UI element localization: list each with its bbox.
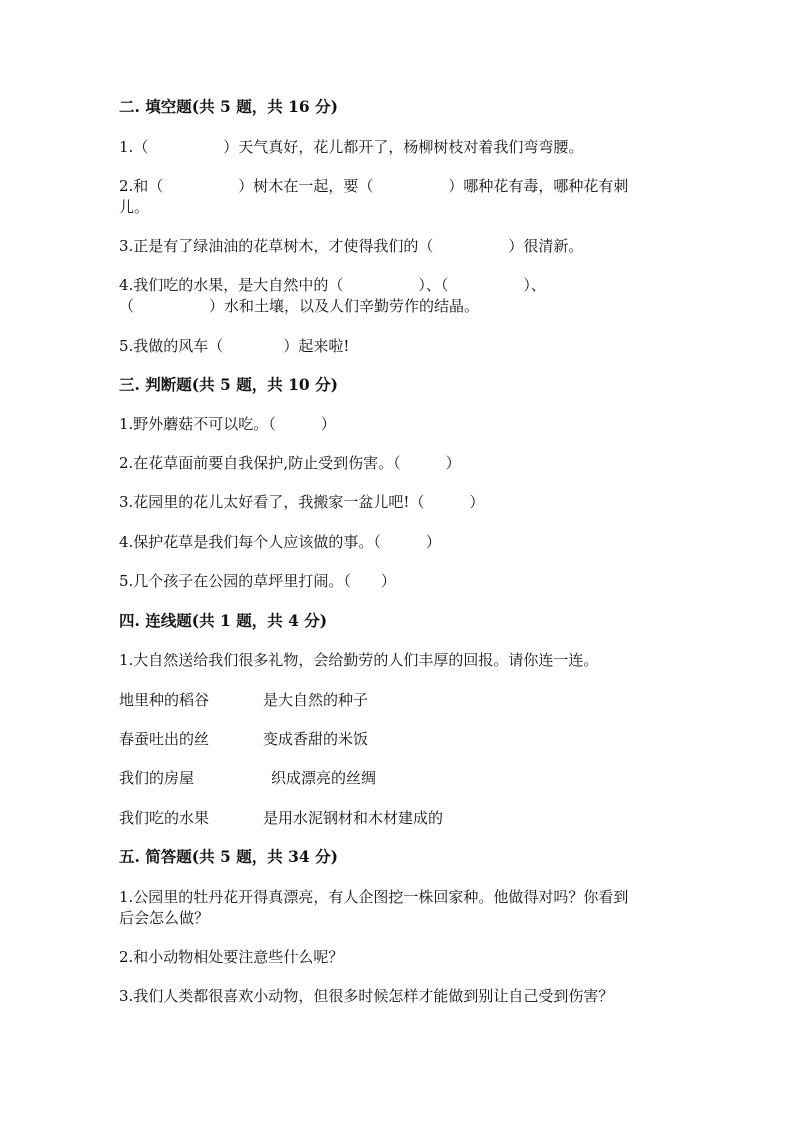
fill-question-1: 1.（ ）天气真好，花儿都开了，杨柳树枝对着我们弯弯腰。 — [119, 138, 584, 156]
short-question-1-line-1: 1.公园里的牡丹花开得真漂亮，有人企图挖一株回家种。他做得对吗？你看到 — [119, 888, 629, 906]
short-question-2: 2.和小动物相处要注意些什么呢？ — [119, 948, 344, 966]
judge-question-5: 5.几个孩子在公园的草坪里打闹。（ ） — [119, 572, 396, 590]
judge-question-3: 3.花园里的花儿太好看了，我搬家一盆儿吧!（ ） — [119, 493, 485, 511]
match-left-item: 我们的房屋 — [119, 769, 195, 787]
match-left-item: 我们吃的水果 — [119, 809, 210, 827]
section-5-heading: 五. 简答题(共 5 题，共 34 分) — [119, 847, 338, 866]
match-question-1: 1.大自然送给我们很多礼物，会给勤劳的人们丰厚的回报。请你连一连。 — [119, 651, 599, 669]
fill-question-2-line-1: 2.和（ ）树木在一起，要（ ）哪种花有毒，哪种花有刺 — [119, 177, 629, 195]
short-question-1-line-2: 后会怎么做？ — [119, 909, 210, 927]
judge-question-4: 4.保护花草是我们每个人应该做的事。（ ） — [119, 533, 441, 551]
section-4-heading: 四. 连线题(共 1 题，共 4 分) — [119, 611, 328, 630]
fill-question-5: 5.我做的风车（ ）起来啦! — [119, 337, 350, 355]
fill-question-3: 3.正是有了绿油油的花草树木，才使得我们的（ ）很清新。 — [119, 237, 584, 255]
judge-question-2: 2.在花草面前要自我保护,防止受到伤害。（ ） — [119, 454, 461, 472]
fill-question-2-line-2: 儿。 — [119, 198, 150, 216]
fill-question-4-line-1: 4.我们吃的水果，是大自然中的（ ）、（ ）、 — [119, 276, 546, 294]
match-right-item: 是用水泥钢材和木材建成的 — [263, 809, 444, 827]
judge-question-1: 1.野外蘑菇不可以吃。（ ） — [119, 415, 336, 433]
match-right-item: 织成漂亮的丝绸 — [271, 769, 377, 787]
section-3-heading: 三. 判断题(共 5 题，共 10 分) — [119, 375, 338, 394]
match-right-item: 是大自然的种子 — [263, 691, 369, 709]
fill-question-4-line-2: （ ）水和土壤，以及人们辛勤劳作的结晶。 — [119, 297, 480, 315]
section-2-heading: 二. 填空题(共 5 题，共 16 分) — [119, 97, 338, 116]
short-question-3: 3.我们人类都很喜欢小动物，但很多时候怎样才能做到别让自己受到伤害？ — [119, 987, 614, 1005]
match-left-item: 春蚕吐出的丝 — [119, 730, 210, 748]
match-left-item: 地里种的稻谷 — [119, 691, 210, 709]
match-right-item: 变成香甜的米饭 — [263, 730, 369, 748]
